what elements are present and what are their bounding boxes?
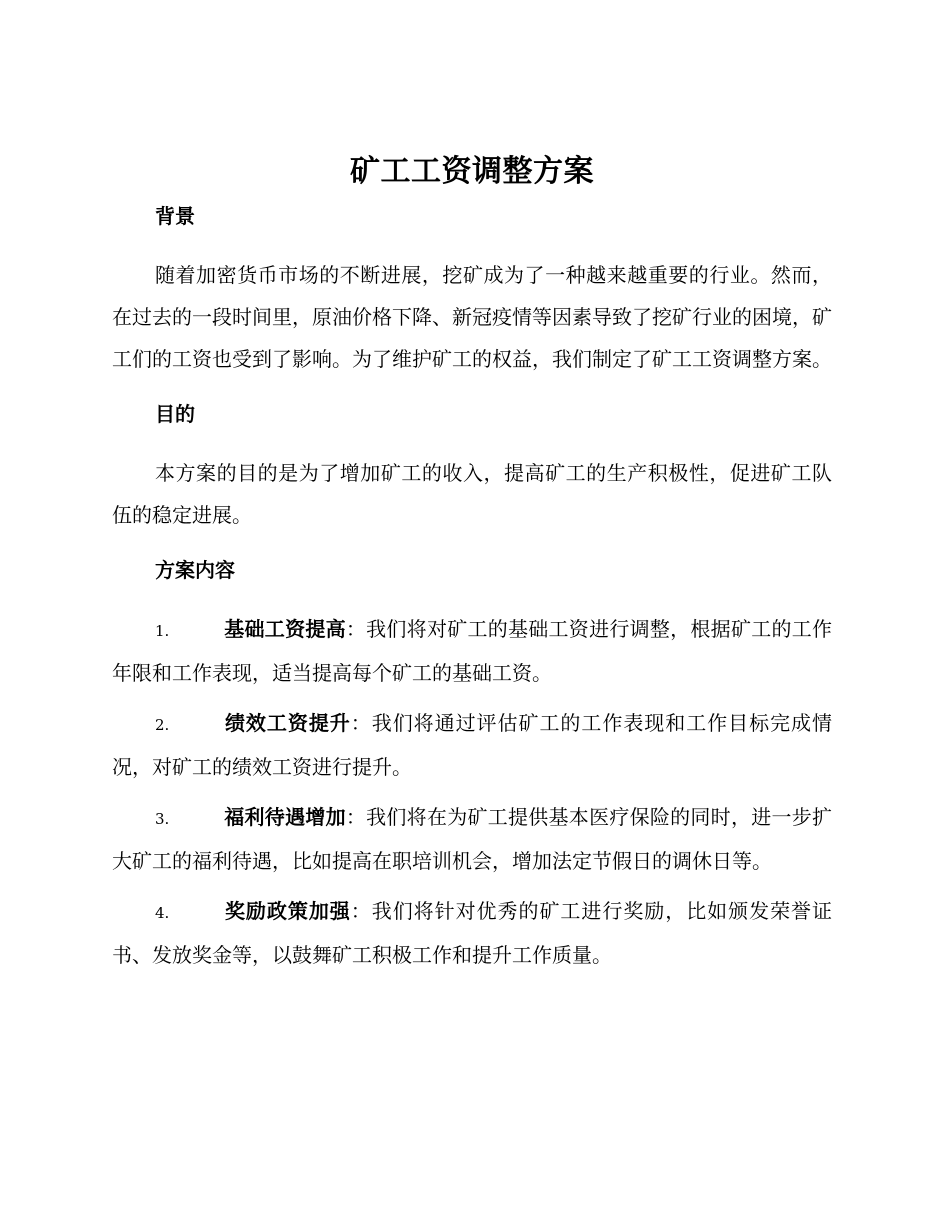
list-item-title: 奖励政策加强 xyxy=(224,899,351,923)
document-page xyxy=(112,150,832,976)
list-item-title: 福利待遇增加 xyxy=(224,805,346,829)
document-title: 矿工工资调整方案 xyxy=(350,154,594,189)
list-item-number: 2. xyxy=(155,716,170,734)
purpose-paragraph: 本方案的目的是为了增加矿工的收入，提高矿工的生产积极性，促进矿工队伍的稳定进展。 xyxy=(112,461,832,527)
section-heading-background: 背景 xyxy=(155,204,195,228)
list-item-text: ：我们将对矿工的基础工资进行调整，根据矿工的工作年限和工作表现，适当提高每个矿工的基础工资。 xyxy=(112,617,833,685)
list-item-title: 绩效工资提升 xyxy=(224,711,351,735)
list-item-number: 1. xyxy=(155,622,170,640)
list-item xyxy=(112,608,832,694)
list-item-number: 3. xyxy=(155,810,170,828)
list-item xyxy=(112,796,832,882)
list-item-number: 4. xyxy=(155,904,170,922)
list-item-title: 基础工资提高 xyxy=(224,617,346,641)
list-item-text: ：我们将通过评估矿工的工作表现和工作目标完成情况，对矿工的绩效工资进行提升。 xyxy=(112,711,833,779)
list-item xyxy=(112,702,832,788)
list-item-text: ：我们将针对优秀的矿工进行奖励，比如颁发荣誉证书、发放奖金等，以鼓舞矿工积极工作和提升工作质量。 xyxy=(112,899,833,967)
background-paragraph: 随着加密货币市场的不断进展，挖矿成为了一种越来越重要的行业。然而，在过去的一段时间里，原油价格下降、新冠疫情等因素导致了挖矿行业的困境，矿工们的工资也受到了影响。为了维护矿工的权益，我们制定了矿工工资调整方案。 xyxy=(112,263,832,371)
list-item-text: ：我们将在为矿工提供基本医疗保险的同时，进一步扩大矿工的福利待遇，比如提高在职培训机会，增加法定节假日的调休日等。 xyxy=(112,805,833,873)
list-item xyxy=(112,890,832,976)
section-heading-content: 方案内容 xyxy=(155,558,235,582)
section-heading-purpose: 目的 xyxy=(155,402,195,426)
